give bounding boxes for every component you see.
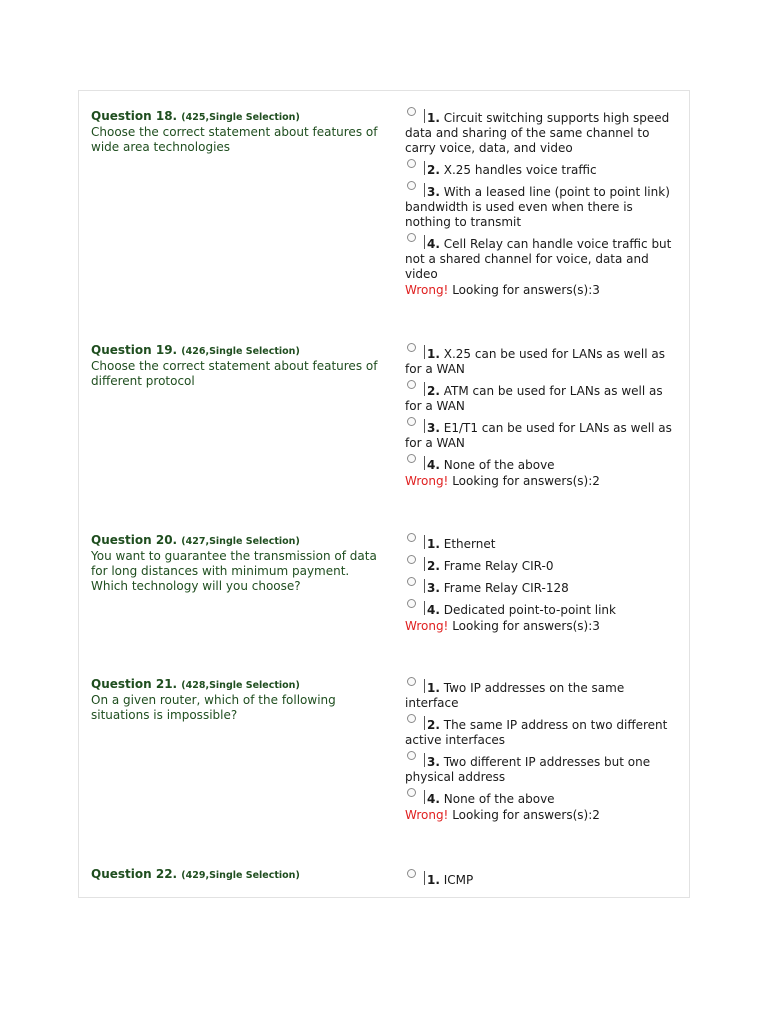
- question-title: Question 20. (427,Single Selection): [91, 533, 300, 547]
- question-meta: (425,Single Selection): [181, 112, 300, 123]
- question-text: You want to guarantee the transmission of data for long distances with minimum payment. Which technology will you choose?: [91, 549, 377, 593]
- answer-option[interactable]: 4. Cell Relay can handle voice traffic but not a shared channel for voice, data and video: [405, 237, 681, 282]
- question-block: [91, 867, 383, 883]
- answer-option[interactable]: 2. X.25 handles voice traffic: [405, 163, 681, 178]
- answer-list: [405, 873, 681, 895]
- radio-button[interactable]: [407, 788, 416, 797]
- radio-button[interactable]: [407, 751, 416, 760]
- wrong-label: Wrong!: [405, 283, 449, 297]
- radio-button[interactable]: [407, 555, 416, 564]
- quiz-panel: [78, 90, 690, 898]
- question-meta: (427,Single Selection): [181, 536, 300, 547]
- radio-button[interactable]: [407, 233, 416, 242]
- question-meta: (426,Single Selection): [181, 346, 300, 357]
- answer-feedback: Wrong! Looking for answers(s):2: [405, 474, 600, 488]
- wrong-label: Wrong!: [405, 619, 449, 633]
- answer-list: [405, 111, 681, 298]
- answer-option[interactable]: 1. X.25 can be used for LANs as well as for a WAN: [405, 347, 681, 377]
- radio-button[interactable]: [407, 714, 416, 723]
- radio-button[interactable]: [407, 159, 416, 168]
- question-text: Choose the correct statement about features of wide area technologies: [91, 125, 378, 154]
- answer-option[interactable]: 3. Two different IP addresses but one physical address: [405, 755, 681, 785]
- answer-list: [405, 681, 681, 823]
- radio-button[interactable]: [407, 107, 416, 116]
- radio-button[interactable]: [407, 380, 416, 389]
- question-block: [91, 533, 383, 594]
- radio-button[interactable]: [407, 343, 416, 352]
- question-block: [91, 109, 383, 155]
- radio-button[interactable]: [407, 454, 416, 463]
- radio-button[interactable]: [407, 181, 416, 190]
- answer-option[interactable]: 4. Dedicated point-to-point link: [405, 603, 681, 618]
- radio-button[interactable]: [407, 599, 416, 608]
- question-block: [91, 343, 383, 389]
- question-meta: (429,Single Selection): [181, 870, 300, 881]
- answer-option[interactable]: 3. With a leased line (point to point link) bandwidth is used even when there is nothing to transmit: [405, 185, 681, 230]
- radio-button[interactable]: [407, 577, 416, 586]
- question-text: Choose the correct statement about features of different protocol: [91, 359, 378, 388]
- answer-option[interactable]: 3. Frame Relay CIR-128: [405, 581, 681, 596]
- radio-button[interactable]: [407, 869, 416, 878]
- answer-option[interactable]: 1. Ethernet: [405, 537, 681, 552]
- wrong-label: Wrong!: [405, 474, 449, 488]
- question-title: Question 18. (425,Single Selection): [91, 109, 300, 123]
- answer-feedback: Wrong! Looking for answers(s):2: [405, 808, 600, 822]
- answer-feedback: Wrong! Looking for answers(s):3: [405, 619, 600, 633]
- answer-option[interactable]: 4. None of the above: [405, 792, 681, 807]
- radio-button[interactable]: [407, 677, 416, 686]
- answer-option[interactable]: 3. E1/T1 can be used for LANs as well as for a WAN: [405, 421, 681, 451]
- answer-option[interactable]: 2. ATM can be used for LANs as well as for a WAN: [405, 384, 681, 414]
- answer-list: [405, 347, 681, 489]
- question-title: Question 21. (428,Single Selection): [91, 677, 300, 691]
- answer-option[interactable]: 1. ICMP: [405, 873, 681, 888]
- answer-option[interactable]: 2. The same IP address on two different active interfaces: [405, 718, 681, 748]
- answer-option[interactable]: 1. Two IP addresses on the same interface: [405, 681, 681, 711]
- answer-option[interactable]: 2. Frame Relay CIR-0: [405, 559, 681, 574]
- question-title: Question 22. (429,Single Selection): [91, 867, 300, 881]
- answer-option[interactable]: 1. Circuit switching supports high speed data and sharing of the same channel to carry voice, data, and video: [405, 111, 681, 156]
- radio-button[interactable]: [407, 533, 416, 542]
- question-block: [91, 677, 383, 723]
- question-text: On a given router, which of the following situations is impossible?: [91, 693, 336, 722]
- radio-button[interactable]: [407, 417, 416, 426]
- answer-option[interactable]: 4. None of the above: [405, 458, 681, 473]
- answer-feedback: Wrong! Looking for answers(s):3: [405, 283, 600, 297]
- question-title: Question 19. (426,Single Selection): [91, 343, 300, 357]
- wrong-label: Wrong!: [405, 808, 449, 822]
- answer-list: [405, 537, 681, 634]
- question-meta: (428,Single Selection): [181, 680, 300, 691]
